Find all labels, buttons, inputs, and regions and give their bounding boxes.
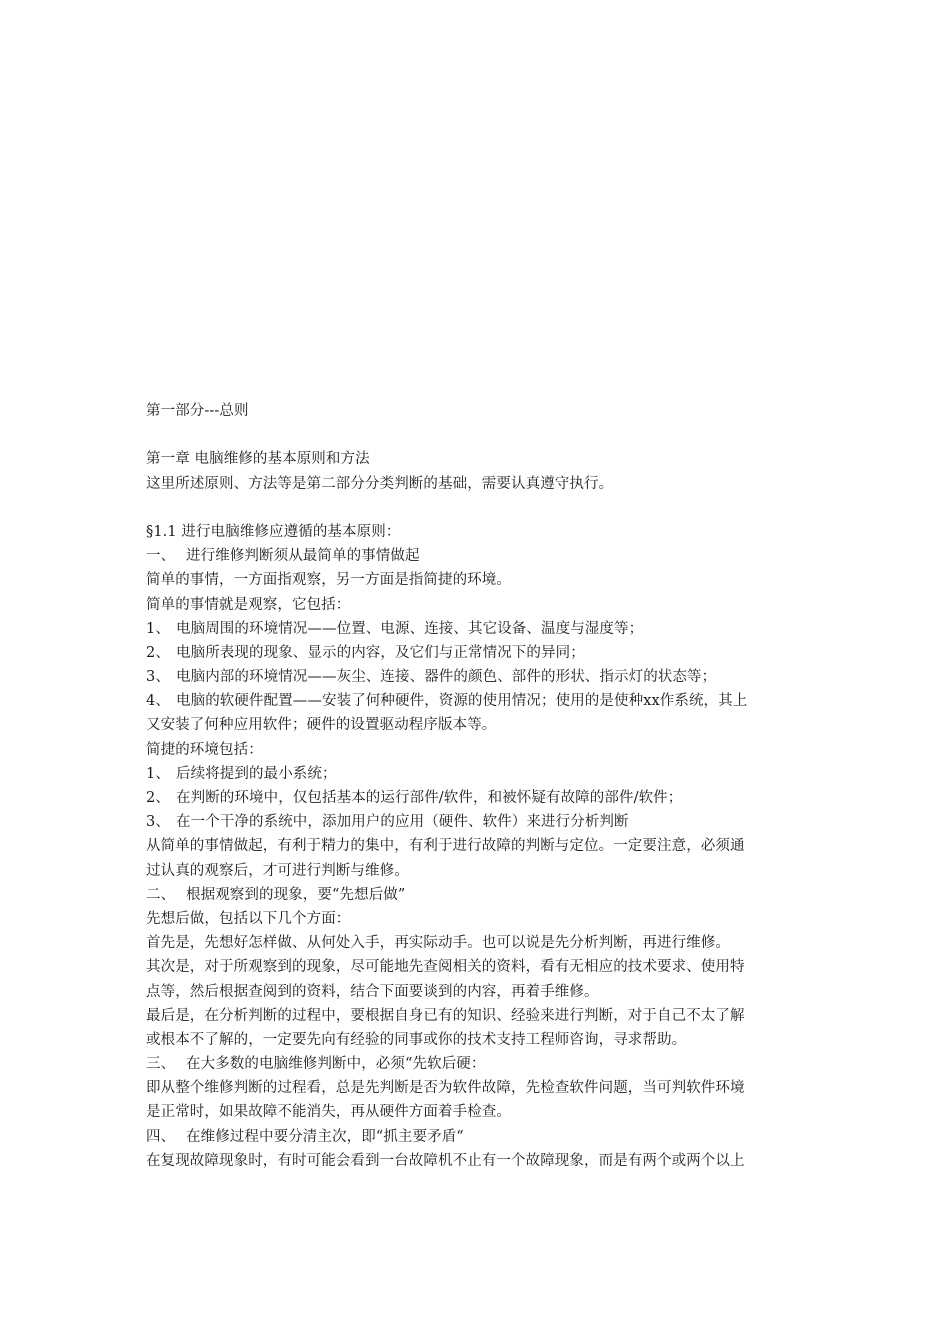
- list-item: [146, 689, 826, 713]
- principle-number: 一、: [146, 548, 176, 565]
- list-item: [146, 617, 826, 641]
- principle-1-heading: [146, 544, 826, 568]
- document-body: [146, 399, 826, 1173]
- list-item-text: 电脑内部的环境情况——灰尘、连接、器件的颜色、部件的形状、指示灯的状态等；: [176, 669, 717, 686]
- principle-number: 二、: [146, 886, 176, 903]
- paragraph-line: 简单的事情就是观察，它包括：: [146, 596, 351, 613]
- list-item-text: 电脑所表现的现象、显示的内容，及它们与正常情况下的异同；: [176, 644, 585, 661]
- list-item-number: 1、: [146, 765, 170, 782]
- list-item: [146, 762, 826, 786]
- paragraph-line: 即从整个维修判断的过程看，总是先判断是否为软件故障，先检查软件问题，当可判软件环境: [146, 1080, 745, 1097]
- paragraph-line: 其次是，对于所观察到的现象，尽可能地先查阅相关的资料，看有无相应的技术要求、使用特: [146, 959, 745, 976]
- spacer: [146, 423, 826, 447]
- paragraph-line: 在复现故障现象时，有时可能会看到一台故障机不止有一个故障现象，而是有两个或两个以上: [146, 1152, 745, 1169]
- paragraph-line: 是正常时，如果故障不能消失，再从硬件方面着手检查。: [146, 1104, 511, 1121]
- list-item-text: 在一个干净的系统中，添加用户的应用（硬件、软件）来进行分析判断: [176, 814, 629, 831]
- list-item: [146, 786, 826, 810]
- chapter-title: 第一章 电脑维修的基本原则和方法: [146, 451, 370, 468]
- paragraph-line: 从简单的事情做起，有利于精力的集中，有利于进行故障的判断与定位。一定要注意，必须通: [146, 838, 745, 855]
- list-item-text: 电脑周围的环境情况——位置、电源、连接、其它设备、温度与湿度等；: [176, 620, 644, 637]
- list-item-text: 在判断的环境中，仅包括基本的运行部件/软件，和被怀疑有故障的部件/软件；: [176, 790, 683, 806]
- paragraph-line: 先想后做，包括以下几个方面：: [146, 910, 351, 927]
- part-title: 第一部分---总则: [146, 403, 249, 419]
- paragraph-line: 首先是，先想好怎样做、从何处入手，再实际动手。也可以说是先分析判断，再进行维修。: [146, 935, 730, 952]
- paragraph-line: 最后是，在分析判断的过程中，要根据自身已有的知识、经验来进行判断，对于自己不太了解: [146, 1007, 745, 1024]
- paragraph-line: 简捷的环境包括：: [146, 741, 263, 758]
- list-item-number: 1、: [146, 620, 170, 637]
- paragraph-line: 过认真的观察后，才可进行判断与维修。: [146, 862, 409, 879]
- list-item-number: 2、: [146, 790, 170, 806]
- chapter-intro: 这里所述原则、方法等是第二部分分类判断的基础，需要认真遵守执行。: [146, 475, 614, 492]
- principle-number: 三、: [146, 1056, 176, 1073]
- principle-4-heading: [146, 1125, 826, 1149]
- section-title: §1.1 进行电脑维修应遵循的基本原则：: [146, 523, 401, 540]
- principle-2-heading: [146, 883, 826, 907]
- list-item: [146, 665, 826, 689]
- paragraph-line: 或根本不了解的，一定要先向有经验的同事或你的技术支持工程师咨询，寻求帮助。: [146, 1031, 687, 1048]
- list-item-continuation: 又安装了何种应用软件；硬件的设置驱动程序版本等。: [146, 717, 497, 734]
- list-item-text: 后续将提到的最小系统；: [176, 765, 337, 782]
- principle-heading-text: 根据观察到的现象，要“先想后做”: [186, 886, 406, 903]
- list-item-number: 4、: [146, 693, 170, 710]
- principle-3-heading: [146, 1052, 826, 1076]
- principle-heading-text: 在维修过程中要分清主次，即“抓主要矛盾“: [186, 1128, 464, 1145]
- list-item: [146, 641, 826, 665]
- list-item-number: 2、: [146, 644, 170, 661]
- list-item-number: 3、: [146, 814, 170, 831]
- spacer: [146, 496, 826, 520]
- principle-heading-text: 在大多数的电脑维修判断中，必须“先软后硬：: [186, 1056, 486, 1073]
- list-item-text: 电脑的软硬件配置——安装了何种硬件，资源的使用情况；使用的是使种xx作系统，其上: [176, 693, 748, 710]
- list-item-number: 3、: [146, 669, 170, 686]
- list-item: [146, 810, 826, 834]
- paragraph-line: 简单的事情，一方面指观察，另一方面是指简捷的环境。: [146, 572, 511, 589]
- paragraph-line: 点等，然后根据查阅到的资料，结合下面要谈到的内容，再着手维修。: [146, 983, 599, 1000]
- principle-heading-text: 进行维修判断须从最简单的事情做起: [186, 548, 420, 565]
- principle-number: 四、: [146, 1128, 176, 1145]
